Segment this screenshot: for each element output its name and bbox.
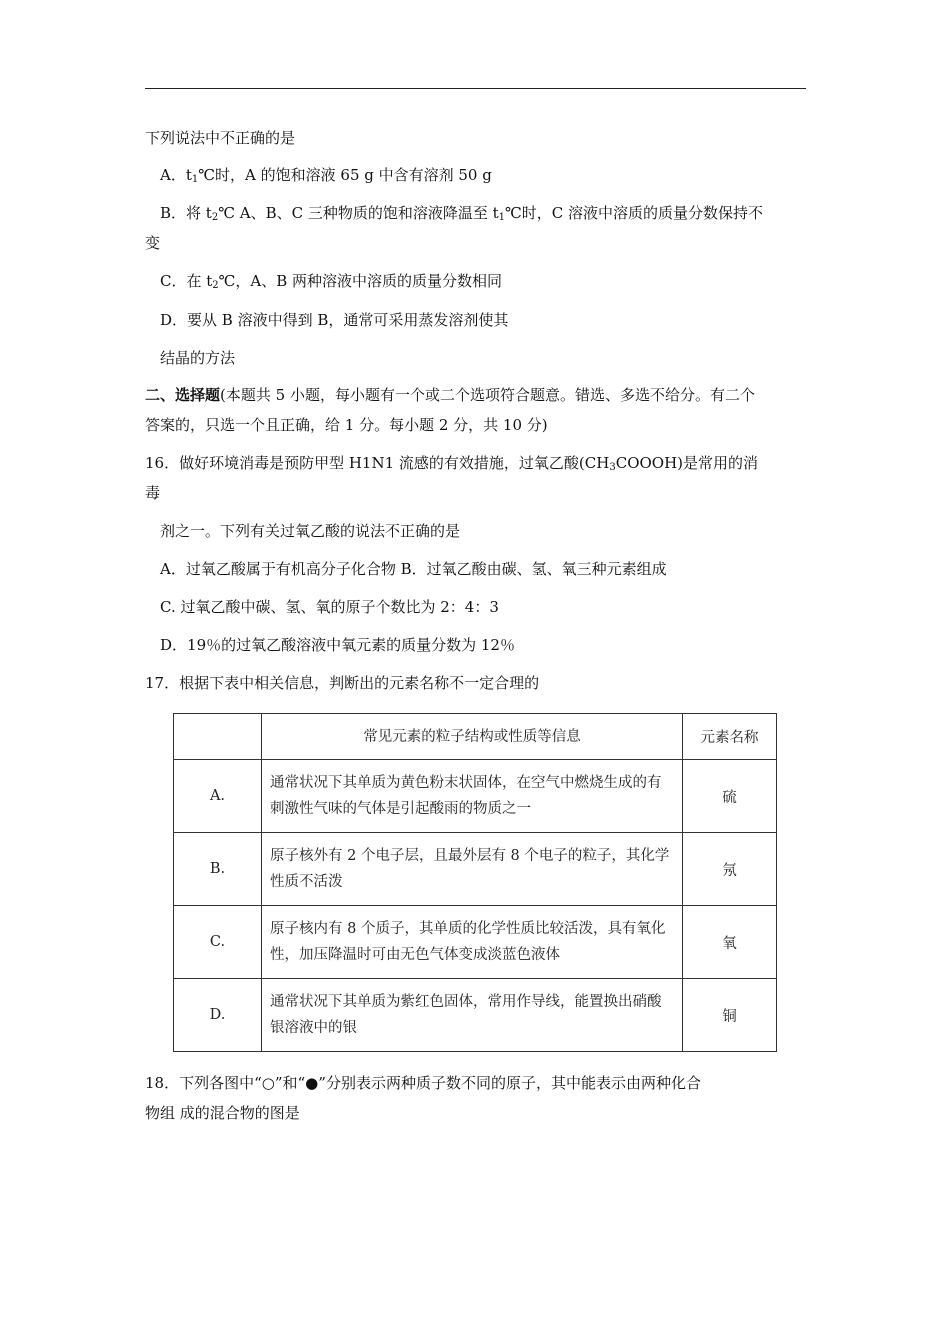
table-cell-name: 氧 <box>683 906 777 979</box>
q17-stem: 17．根据下表中相关信息，判断出的元素名称不一定合理的 <box>145 674 540 692</box>
table-cell-option: B. <box>174 833 262 906</box>
q18-stem: 18．下列各图中“○”和“●”分别表示两种质子数不同的原子，其中能表示由两种化合 <box>145 1074 701 1092</box>
q16-option-c: C. 过氧乙酸中碳、氢、氧的原子个数比为 2：4：3 <box>160 598 499 616</box>
q15-option-d: D．要从 B 溶液中得到 B，通常可采用蒸发溶剂使其 <box>160 311 509 329</box>
table-header-row <box>174 714 777 760</box>
q15-stem: 下列说法中不正确的是 <box>145 129 296 147</box>
q16-option-ab: A．过氧乙酸属于有机高分子化合物 B．过氧乙酸由碳、氢、氧三种元素组成 <box>160 560 667 578</box>
q15-option-d-cont: 结晶的方法 <box>160 349 236 367</box>
q17-table <box>173 713 777 1052</box>
q15-option-b-cont: 变 <box>145 234 161 252</box>
table-cell-option: A. <box>174 760 262 833</box>
q15-option-c: C．在 $t_2℃$，A、B 两种溶液中溶质的质量分数相同 <box>160 272 503 291</box>
section2-header-cont: 答案的，只选一个且正确，给 1 分。每小题 2 分，共 10 分) <box>145 416 548 434</box>
q15-option-a: A．$t_1℃$时，A 的饱和溶液 65 g 中含有溶剂 50 g <box>160 166 492 185</box>
table-cell-name: 氖 <box>683 833 777 906</box>
table-header-option <box>174 714 262 760</box>
table-cell-name: 硫 <box>683 760 777 833</box>
table-cell-info: 通常状况下其单质为黄色粉末状固体，在空气中燃烧生成的有刺激性气味的气体是引起酸雨的物质之一 <box>262 760 683 833</box>
table-cell-name: 铜 <box>683 979 777 1052</box>
table-row <box>174 833 777 906</box>
table-header-name: 元素名称 <box>683 714 777 760</box>
section2-title: 二、选择题 <box>145 386 221 404</box>
table-cell-option: C. <box>174 906 262 979</box>
q16-stem-cont: 毒 <box>145 484 161 502</box>
q15-option-b: B．将 $t_2℃$ A、B、C 三种物质的饱和溶液降温至 $t_1℃$时，C 溶液中溶质的质量分数保持不 <box>160 204 764 223</box>
header-rule <box>145 88 806 89</box>
table-cell-info: 原子核内有 8 个质子，其单质的化学性质比较活泼，具有氧化性，加压降温时可由无色气体变成淡蓝色液体 <box>262 906 683 979</box>
table-row <box>174 760 777 833</box>
table-cell-info: 通常状况下其单质为紫红色固体，常用作导线，能置换出硝酸银溶液中的银 <box>262 979 683 1052</box>
table-row <box>174 906 777 979</box>
q16-option-d: D．19％的过氧乙酸溶液中氧元素的质量分数为 12％ <box>160 636 515 654</box>
table-cell-info: 原子核外有 2 个电子层，且最外层有 8 个电子的粒子，其化学性质不活泼 <box>262 833 683 906</box>
q18-stem-cont: 物组 成的混合物的图是 <box>145 1104 300 1122</box>
q16-stem: 16．做好环境消毒是预防甲型 H1N1 流感的有效措施，过氧乙酸$(CH_3COOOH)$是常用的消 <box>145 454 759 473</box>
section2-header: 二、选择题(本题共 5 小题，每小题有一个或二个选项符合题意。错选、多选不给分。有二个 <box>145 386 755 404</box>
q16-stem-cont2: 剂之一。下列有关过氧乙酸的说法不正确的是 <box>160 522 461 540</box>
table-row <box>174 979 777 1052</box>
table-header-info: 常见元素的粒子结构或性质等信息 <box>262 714 683 760</box>
table-cell-option: D. <box>174 979 262 1052</box>
